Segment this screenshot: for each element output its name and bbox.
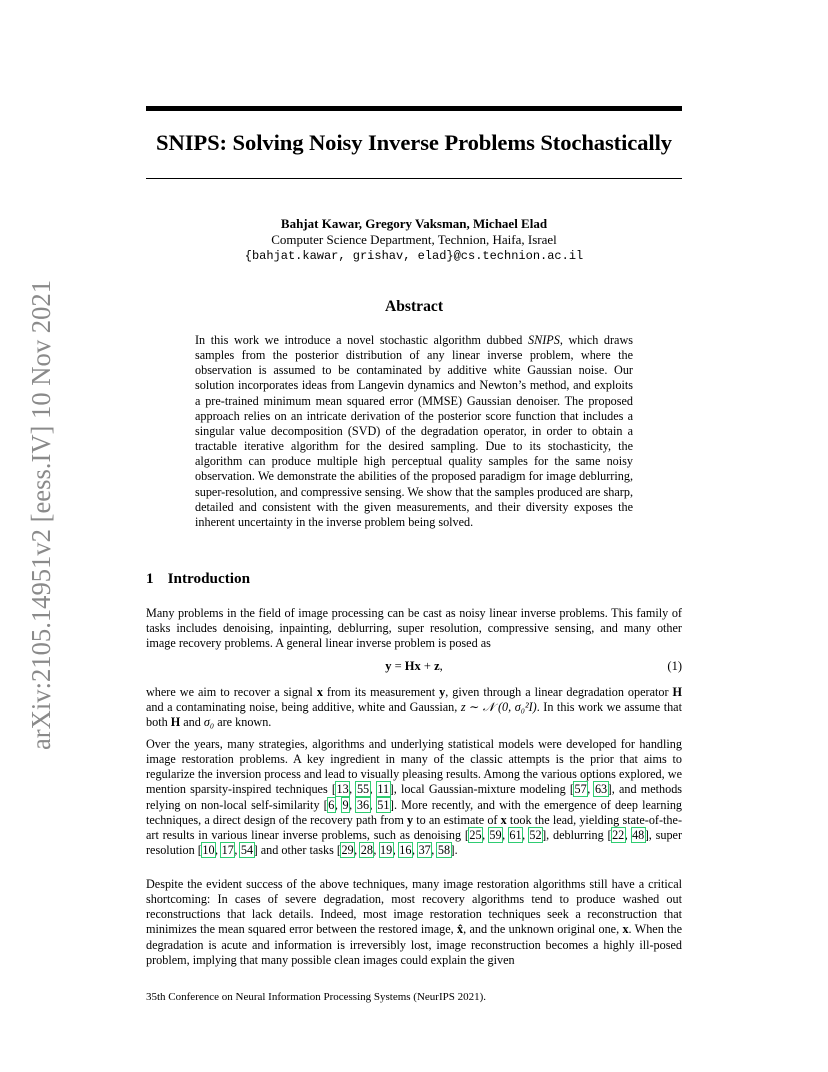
abstract-heading: Abstract [384,298,444,315]
citation-link[interactable]: 6 [328,797,335,812]
author-email: {bahjat.kawar, grishav, elad}@cs.technion.ac.il [244,249,584,263]
section-title: Introduction [167,570,251,587]
abstract-method-name: SNIPS [528,333,560,347]
arxiv-stamp-text: arXiv:2105.14951v2 [eess.IV] 10 Nov 2021 [26,280,56,750]
author-names: Bahjat Kawar, Gregory Vaksman, Michael Elad [280,216,548,231]
citation-group: 29, 28, 19, 16, 37, 58 [341,843,451,858]
conference-footer: 35th Conference on Neural Information Processing Systems (NeurIPS 2021). [146,991,487,1003]
arxiv-stamp [12,280,62,750]
citation-link[interactable]: 37 [418,843,431,858]
abstract-text-a: In this work we introduce a novel stochastic algorithm dubbed [195,333,529,347]
citation-group: 57, 63 [574,782,608,797]
citation-group: 13, 55, 11 [336,782,390,797]
citation-link[interactable]: 54 [240,843,254,858]
citation-link[interactable]: 36 [356,797,370,812]
intro-paragraph-2: where we aim to recover a signal x from its measurement y, given through a linear degradation operator H and a contaminating noise, being additive, white and Gaussian, z ∼ 𝒩 (0, σ₀²I). In this work we assume that both H and σ₀ are known. [146,685,682,730]
citation-group: 10, 17, 54 [202,843,254,858]
citation-link[interactable]: 63 [594,782,608,797]
paper-title: SNIPS: Solving Noisy Inverse Problems Stochastically [156,130,672,155]
citation-link[interactable]: 28 [360,843,373,858]
equation-number: (1) [667,659,682,673]
citation-link[interactable]: 59 [489,827,502,842]
citation-group: 22, 48 [612,827,645,842]
citation-group: 6, 9, 36, 51 [328,797,390,812]
author-block [146,216,682,264]
citation-link[interactable]: 25 [469,827,482,842]
citation-link[interactable]: 55 [356,782,370,797]
section-number: 1 [146,570,154,587]
citation-link[interactable]: 29 [341,843,354,858]
equation-expression: y = Hx + z, [385,659,443,673]
citation-link[interactable]: 16 [399,843,412,858]
citation-link[interactable]: 9 [342,797,349,812]
section-heading-introduction [146,570,250,588]
citation-link[interactable]: 11 [377,782,390,797]
citation-link[interactable]: 48 [632,827,645,842]
title-rule-bottom [146,178,682,179]
title-rule-top [146,106,682,111]
noise-model: z ∼ 𝒩 (0, σ₀²I) [460,700,537,715]
citation-link[interactable]: 57 [574,782,587,797]
citation-link[interactable]: 58 [437,843,451,858]
citation-group: 25, 59, 61, 52 [469,827,542,842]
abstract-text-b: , which draws samples from the posterior distribution of any linear inverse problem, where the observation is assumed to be contaminated by additive white Gaussian noise. Our solution incorporates ideas from Langevin dynamics and Newton’s method, and exploits a pre-trained minimum mean squared error (MMSE) Gaussian denoiser. The proposed approach relies on an intricate derivation of the posterior score function that includes a singular value decomposition (SVD) of the degradation operator, in order to obtain a tractable iterative algorithm for the desired sampling. Due to its stochasticity, the algorithm can produce multiple high perceptual quality samples for the same noisy observation. We demonstrate the abilities of the proposed paradigm for image deblurring, super-resolution, and compressive sensing. We show that the samples produced are sharp, detailed and consistent with the given measurements, and their diversity exposes the inherent uncertainty in the inverse problem being solved. [195,333,634,529]
citation-link[interactable]: 22 [612,827,625,842]
intro-paragraph-3: Over the years, many strategies, algorithms and underlying statistical models were developed for handling image restoration problems. A key ingredient in many of the classic attempts is the prior that aims to regularize the inversion process and lead to visually pleasing results. Among the various options explored, we mention sparsity-inspired techniques [13, 55, 11], local Gaussian-mixture modeling [57, 63], and methods relying on non-local self-similarity [6, 9, 36, 51]. More recently, and with the emergence of deep learning techniques, a direct design of the recovery path from y to an estimate of x took the lead, yielding state-of-the-art results in various linear inverse problems, such as denoising [25, 59, 61, 52], deblurring [22, 48], super resolution [10, 17, 54] and other tasks [29, 28, 19, 16, 37, 58]. [146,737,683,858]
citation-link[interactable]: 17 [221,843,234,858]
citation-link[interactable]: 52 [529,827,542,842]
author-affiliation: Computer Science Department, Technion, Haifa, Israel [271,232,557,247]
intro-paragraph-1: Many problems in the field of image processing can be cast as noisy linear inverse problems. This family of tasks includes denoising, inpainting, deblurring, super resolution, compressive sensing, and many other image recovery problems. A general linear inverse problem is posed as [146,606,682,651]
abstract-text [195,333,633,530]
intro-paragraph-4: Despite the evident success of the above techniques, many image restoration algorithms still have a critical shortcoming: In cases of severe degradation, most recovery algorithms tend to produce washed out reconstructions that lack details. Indeed, most image restoration techniques seek a reconstruction that minimizes the mean squared error between the restored image, x̂, and the unknown original one, x. When the degradation is acute and information is irreversibly lost, image reconstruction becomes a highly ill-posed problem, implying that many possible clean images could explain the given [146,877,682,967]
citation-link[interactable]: 51 [377,797,390,812]
citation-link[interactable]: 19 [380,843,393,858]
citation-link[interactable]: 61 [509,827,522,842]
citation-link[interactable]: 13 [336,782,349,797]
citation-link[interactable]: 10 [202,843,215,858]
